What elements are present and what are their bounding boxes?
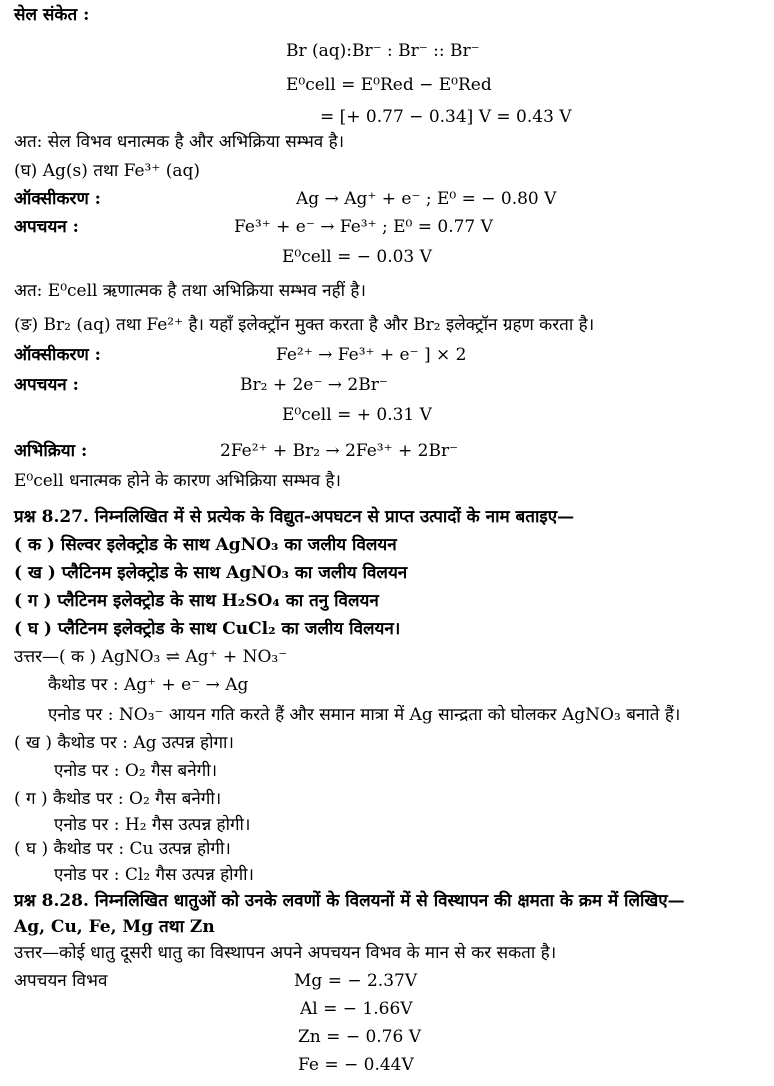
answer-gha-cathode: ( घ ) कैथोड पर : Cu उत्पन्न होगी। (14, 839, 231, 859)
oxidation-label: ऑक्सीकरण : (14, 345, 101, 365)
question-part-ga: ( ग ) प्लैटिनम इलेक्ट्रोड के साथ H₂SO₄ का तनु विलयन (14, 591, 379, 611)
answer-gha-anode: एनोड पर : Cl₂ गैस उत्पन्न होगी। (54, 865, 255, 885)
ecell-formula: E⁰cell = E⁰Red − E⁰Red (286, 75, 492, 95)
answer-kha-cathode: ( ख ) कैथोड पर : Ag उत्पन्न होगा। (14, 733, 234, 753)
oxidation-equation: Ag → Ag⁺ + e⁻ ; E⁰ = − 0.80 V (296, 189, 557, 209)
conclusion-line: अत: सेल विभव धनात्मक है और अभिक्रिया सम्भव है। (14, 132, 345, 152)
answer-ga-cathode: ( ग ) कैथोड पर : O₂ गैस बनेगी। (14, 789, 222, 809)
potential-mg: Mg = − 2.37V (294, 971, 418, 991)
potential-zn: Zn = − 0.76 V (298, 1027, 421, 1047)
answer-ka-cathode: कैथोड पर : Ag⁺ + e⁻ → Ag (48, 675, 249, 695)
question-8-28: प्रश्न 8.28. निम्नलिखित धातुओं को उनके लवणों के विलयनों में से विस्थापन की क्षमता के क्रम में लिखिए— (14, 891, 685, 911)
reduction-equation: Fe³⁺ + e⁻ → Fe³⁺ ; E⁰ = 0.77 V (234, 217, 493, 237)
reaction-equation: 2Fe²⁺ + Br₂ → 2Fe³⁺ + 2Br⁻ (220, 441, 459, 461)
oxidation-label: ऑक्सीकरण : (14, 189, 101, 209)
conclusion-negative: अत: E⁰cell ऋणात्मक है तथा अभिक्रिया सम्भव नहीं है। (14, 281, 366, 301)
heading-cell-notation: सेल संकेत : (14, 5, 90, 25)
reduction-equation: Br₂ + 2e⁻ → 2Br⁻ (240, 375, 388, 395)
part-gha-heading: (घ) Ag(s) तथा Fe³⁺ (aq) (14, 161, 201, 181)
answer-kha-anode: एनोड पर : O₂ गैस बनेगी। (54, 761, 218, 781)
potential-al: Al = − 1.66V (300, 999, 413, 1019)
reduction-label: अपचयन : (14, 217, 79, 237)
question-part-gha: ( घ ) प्लैटिनम इलेक्ट्रोड के साथ CuCl₂ का जलीय विलयन। (14, 619, 401, 639)
reduction-label: अपचयन : (14, 375, 79, 395)
part-nga-heading: (ङ) Br₂ (aq) तथा Fe²⁺ है। यहाँ इलेक्ट्रॉन मुक्त करता है और Br₂ इलेक्ट्रॉन ग्रहण करता है। (14, 315, 595, 335)
reduction-potential-label: अपचयन विभव (14, 971, 108, 991)
ecell-value: E⁰cell = + 0.31 V (282, 405, 432, 425)
answer-ka-anode: एनोड पर : NO₃⁻ आयन गति करते हैं और समान मात्रा में Ag सान्द्रता को घोलकर AgNO₃ बनाते हैं। (48, 705, 681, 725)
reaction-label: अभिक्रिया : (14, 441, 88, 461)
potential-fe: Fe = − 0.44V (298, 1055, 414, 1075)
answer-ka-equation: उत्तर—( क ) AgNO₃ ⇌ Ag⁺ + NO₃⁻ (14, 647, 288, 667)
ecell-value: E⁰cell = − 0.03 V (282, 247, 432, 267)
answer-ga-anode: एनोड पर : H₂ गैस उत्पन्न होगी। (54, 815, 251, 835)
metals-list: Ag, Cu, Fe, Mg तथा Zn (14, 917, 215, 937)
question-8-27: प्रश्न 8.27. निम्नलिखित में से प्रत्येक के विद्युत-अपघटन से प्राप्त उत्पादों के नाम बताइए— (14, 507, 575, 527)
cell-notation-line: Br (aq):Br⁻ : Br⁻ :: Br⁻ (286, 41, 480, 61)
answer-8-28-intro: उत्तर—कोई धातु दूसरी धातु का विस्थापन अपने अपचयन विभव के मान से कर सकता है। (14, 943, 557, 963)
oxidation-equation: Fe²⁺ → Fe³⁺ + e⁻ ] × 2 (276, 345, 467, 365)
ecell-calc: = [+ 0.77 − 0.34] V = 0.43 V (320, 107, 572, 127)
question-part-ka: ( क ) सिल्वर इलेक्ट्रोड के साथ AgNO₃ का जलीय विलयन (14, 535, 397, 555)
conclusion-positive: E⁰cell धनात्मक होने के कारण अभिक्रिया सम्भव है। (14, 471, 341, 491)
question-part-kha: ( ख ) प्लैटिनम इलेक्ट्रोड के साथ AgNO₃ का जलीय विलयन (14, 563, 408, 583)
